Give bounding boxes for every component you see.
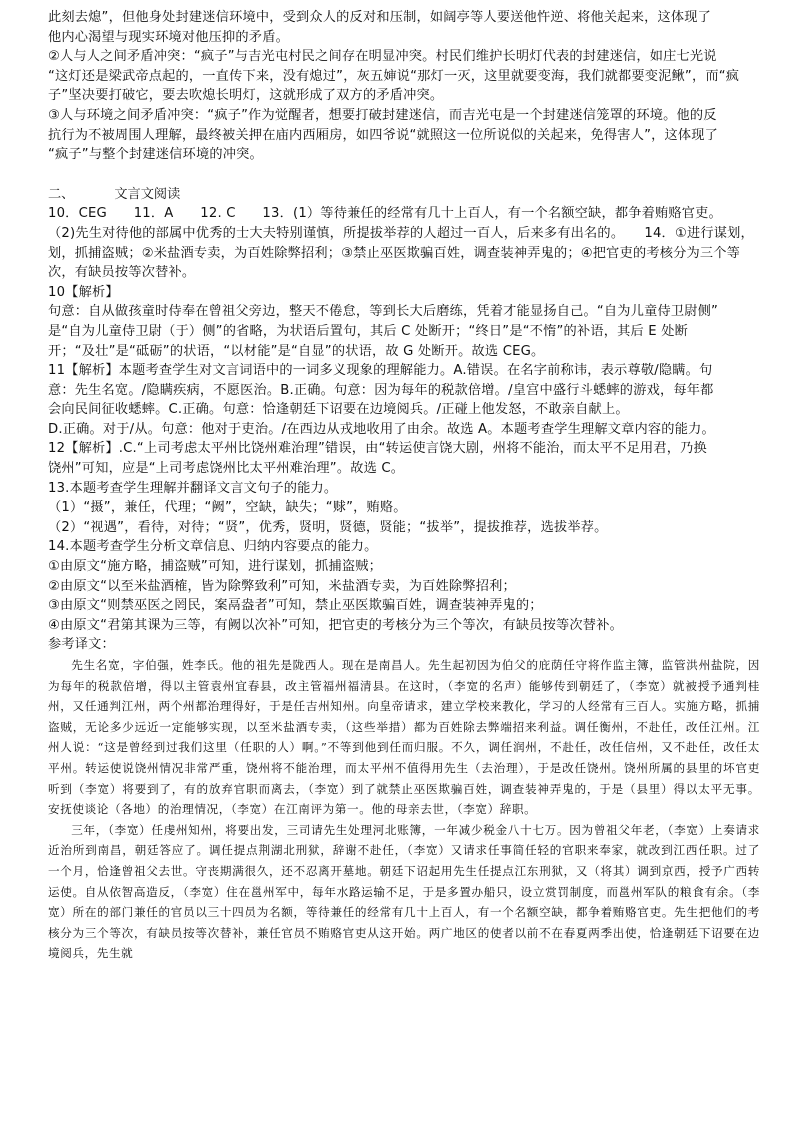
section-number: 二、 xyxy=(48,186,75,202)
analysis-line: 14.本题考查学生分析文章信息、归纳内容要点的能力。 xyxy=(48,539,378,555)
analysis-line: 13.本题考查学生理解并翻译文言文句子的能力。 xyxy=(48,480,338,496)
analysis-line: D.正确。对于/从。句意：他对于吏治。/在西边从戎地收用了由余。故选 A。本题考查学生理解文章内容的能力。 xyxy=(48,421,715,437)
analysis-line: 是“自为儿童侍卫尉（于）侧”的省略，为状语后置句，其后 C 处断开；“终日”是“不惰”的补语，其后 E 处断 xyxy=(48,323,688,339)
text-line: 抗行为不被周围人理解，最终被关押在庙内西厢房，如四爷说“就照这一位所说似的关起来，免得害人”，这体现了 xyxy=(48,127,719,143)
analysis-block xyxy=(48,283,760,655)
analysis-line: 句意：自从做孩童时侍奉在曾祖父旁边，整天不倦怠，等到长大后磨练，凭着才能显扬自己。“自为儿童侍卫尉侧” xyxy=(48,304,719,320)
spacer xyxy=(48,165,760,185)
text-line: ③人与环境之间矛盾冲突：“疯子”作为觉醒者，想要打破封建迷信，而吉光屯是一个封建迷信笼罩的环境。他的反 xyxy=(48,107,717,123)
analysis-line: 开；“及壮”是“砥砺”的状语，“以材能”是“自显”的状语，故 G 处断开。故选 CEG。 xyxy=(48,343,545,359)
text-line: 此刻去熄”，但他身处封建迷信环境中，受到众人的反对和压制，如阔亭等人要送他忤逆、将他关起来，这体现了 xyxy=(48,10,712,25)
analysis-line: 意：先生名宽。/隐瞒疾病，不愿医治。B.正确。句意：因为每年的税款倍增。/皇宫中盛行斗蟋蟀的游戏，每年都 xyxy=(48,382,714,398)
analysis-line: ②由原文“以至米盐酒榷，皆为除弊致利”可知，米盐酒专卖，为百姓除弊招利； xyxy=(48,578,516,594)
text-line: ②人与人之间矛盾冲突：“疯子”与吉光屯村民之间存在明显冲突。村民们维护长明灯代表的封建迷信，如庄七光说 xyxy=(48,49,717,65)
section-title: 文言文阅读 xyxy=(114,186,181,202)
analysis-line: （2）“视遇”，看待，对待；“贤”，优秀，贤明，贤德，贤能；“拔举”，提拔推荐，选拔举荐。 xyxy=(48,519,608,535)
analysis-line: 12【解析】.C.“上司考虑太平州比饶州难治理”错误，由“转运使言饶大剧，州将不能治，而太平不足用君，乃换 xyxy=(48,441,707,457)
text-line: “疯子”与整个封建迷信环境的冲突。 xyxy=(48,147,263,163)
translation-paragraph: 三年，（李宽）任虔州知州，将要出发，三司请先生处理河北账簿，一年减少税金八十七万。因为曾祖父年老，（李宽）上奏请求近治所到南昌，朝廷答应了。调任提点荆湖北刑狱，辞谢不赴任，（李宽）又请求任事简任轻的官职来奉家，就改到江西任职。过了一个月，恰逢曾祖父去世。守丧期满很久，还不忍离开墓地。朝廷下诏起用先生任提点江东刑狱，又（将其）调到京西，授予广西转运使。自从依智高造反，（李宽）住在邕州军中，每年水路运输不足，于是多置办船只，设立赏罚制度，而邕州军队的粮食有余。（李宽）所在的部门兼任的官员以三十四员为名额，等待兼任的经常有几十上百人，有一个名额空缺，都争着贿赂官吏。先生把他们的考核分为三个等次，有缺员按等次替补，兼任官员不贿赂官吏从这开始。两广地区的使者以前不在春夏两季出使，恰逢朝廷下诏要在边境阅兵，先生就 xyxy=(48,822,760,961)
translation-paragraph: 先生名宽，字伯强，姓李氏。他的祖先是陇西人。现在是南昌人。先生起初因为伯父的庇荫任守将作监主簿，监管洪州盐院，因为每年的税款倍增，得以主管袁州宜春县，改主管福州福清县。在这时，（李宽的名声）能够传到朝廷了，（李宽）就被授予通判桂州，又任通判江州，两个州都治理得好，于是任吉州知州。向皇帝请求，建立学校来教化，学习的人经常有三百人。实施方略，抓捕盗贼，无论多少远近一定能够实现，以至米盐酒专卖，（这些举措）都为百姓除去弊端招来利益。调任衡州，不赴任，改任江州。江州人说：“这是曾经到过我们这里（任职的人）啊。”不等到他到任而归服。不久，调任润州，不赴任，改任信州，又不赴任，改任太平州。转运使说饶州情况非常严重，饶州将不能治理，而太平州不值得用先生（去治理），于是改任饶州。饶州所属的县里的坏官吏听到（李宽）将要到了，有的放弃官职而离去，（李宽）到了就禁止巫医欺骗百姓，调查装神弄鬼的，于是（县里）得以太平无事。安抚使谈论（各地）的治理情况，（李宽）在江南评为第一。他的母亲去世，（李宽）辞职。 xyxy=(48,658,760,817)
answer-line: 次，有缺员按等次替补。 xyxy=(48,265,196,281)
analysis-line: ④由原文“君第其课为三等，有阙以次补”可知，把官吏的考核分为三个等次，有缺员按等次替补。 xyxy=(48,617,623,633)
answers-block xyxy=(48,204,760,282)
translation-block xyxy=(48,655,760,964)
text-line: 子”坚决要打破它，要去吹熄长明灯，这就形成了双方的矛盾冲突。 xyxy=(48,88,444,104)
text-line: 他内心渴望与现实环境对他压抑的矛盾。 xyxy=(48,29,289,45)
analysis-line: 饶州”可知，应是“上司考虑饶州比太平州难治理”。故选 C。 xyxy=(48,461,405,477)
part1-block xyxy=(48,8,760,165)
answer-line: 10．CEG 11．A 12. C 13．(1）等待兼任的经常有几十上百人，有一个名额空缺，都争着贿赂官吏。 xyxy=(48,206,722,222)
analysis-line: 11【解析】本题考查学生对文言词语中的一词多义现象的理解能力。A.错误。在名字前称讳，表示尊敬/隐瞒。句 xyxy=(48,363,713,379)
analysis-line: ③由原文“则禁巫医之罔民，案鬲盎者”可知，禁止巫医欺骗百姓，调查装神弄鬼的； xyxy=(48,598,543,614)
analysis-line: 10【解析】 xyxy=(48,284,119,300)
section-heading xyxy=(48,185,760,205)
analysis-line: 参考译文： xyxy=(48,637,115,653)
answer-line: 划，抓捕盗贼；②米盐酒专卖，为百姓除弊招利；③禁止巫医欺骗百姓，调查装神弄鬼的；④把官吏的考核分为三个等 xyxy=(48,245,741,261)
analysis-line: （1）“摄”，兼任，代理；“阙”，空缺，缺失；“赇”，贿赂。 xyxy=(48,500,407,516)
analysis-line: 会向民间征收蟋蟀。C.正确。句意：恰逢朝廷下诏要在边境阅兵。/正碰上他发怒，不敢亲自献上。 xyxy=(48,402,629,418)
analysis-line: ①由原文“施方略，捕盗贼”可知，进行谋划，抓捕盗贼； xyxy=(48,559,382,575)
answer-sheet-page xyxy=(48,8,760,964)
answer-line: （2)先生对待他的部属中优秀的士大夫特别谨慎，所提拔举荐的人超过一百人，后来多有出名的。 14．①进行谋划， xyxy=(48,225,754,241)
text-line: “这灯还是梁武帝点起的，一直传下来，没有熄过”，灰五婶说“那灯一灭，这里就要变海，我们就都要变泥鳅”，而“疯 xyxy=(48,68,740,84)
